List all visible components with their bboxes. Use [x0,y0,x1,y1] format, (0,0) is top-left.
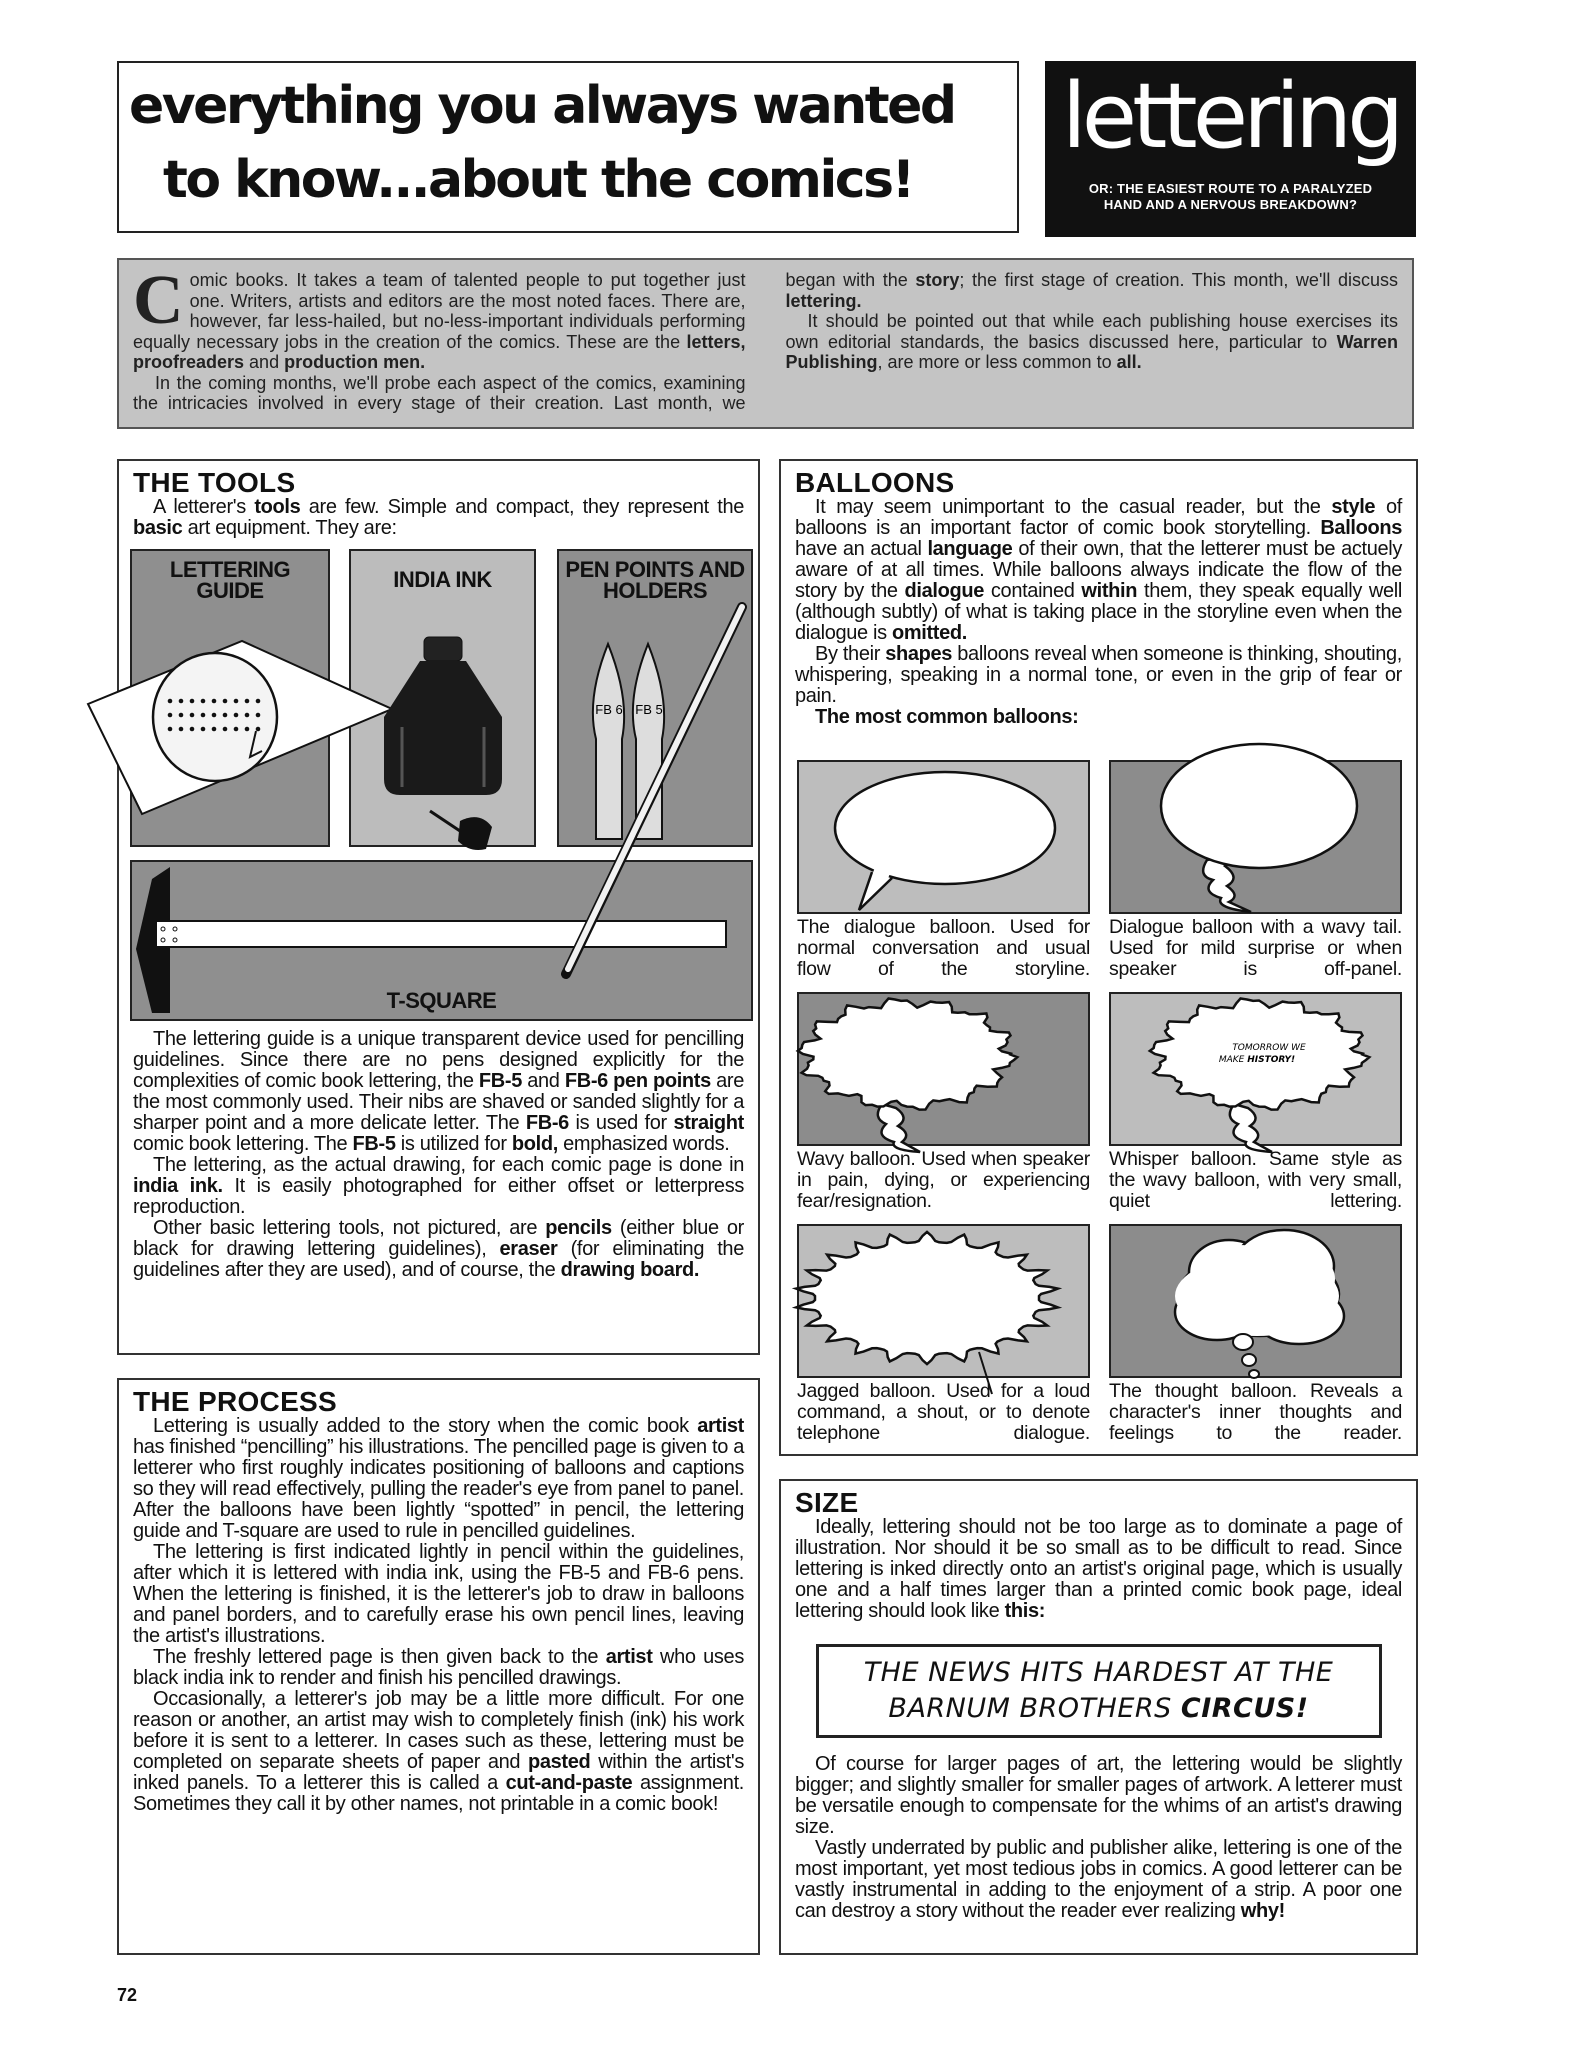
whisper-text-emphasis: HISTORY! [1247,1055,1296,1065]
text-run: basic [133,517,183,539]
balloon-caption: Whisper balloon. Same style as the wavy balloon, with very small, quiet lettering. [1109,1148,1402,1212]
text-run: straight [673,1112,744,1134]
lettering-guide-label: LETTERING GUIDE [169,557,291,603]
ink-bottle-icon [384,637,502,850]
text-run: is utilized for [395,1133,512,1155]
lettering-badge [1045,61,1416,237]
text-run: eraser [499,1238,558,1260]
text-run: and [521,1070,565,1092]
page-number: 72 [117,1985,138,2005]
text-run: balloons reveal when someone is thinking, shouting, whispering, speaking in a normal tone, or even in the grip of fear or pain. [795,643,1402,707]
badge-subtitle-line-2: HAND AND A NERVOUS BREAKDOWN? [1103,197,1358,212]
sample-line-2: BARNUM BROTHERS [888,1693,1172,1724]
text-run: drawing board. [560,1259,700,1281]
text-run: It is easily photographed for either offset or letterpress reproduction. [133,1175,745,1218]
tools-drawings [130,549,753,1021]
balloon-example-whisper [1109,992,1402,1212]
title-line-1: everything you always wanted [129,76,955,136]
text-run: have an actual [795,538,928,560]
text-run: comic book lettering. The [133,1133,353,1155]
text-run: letters, proofreaders [133,331,746,372]
paragraph [133,497,744,539]
paragraph [786,311,1399,373]
intro-box [117,258,1414,429]
text-run: india ink. [133,1175,223,1197]
balloon-example-thought [1109,1224,1402,1444]
tools-body [133,1029,744,1281]
text-run: of their own, that the letterer must be actuely aware of at all times. While balloons always indicate the flow of the story by the [795,538,1402,602]
text-run: Balloons [1320,517,1402,539]
text-run: emphasized words. [557,1133,730,1155]
balloon-example-wavy-tail [1109,760,1402,980]
balloon-panel [797,760,1090,914]
text-run: FB-5 [478,1070,522,1092]
t-square-icon [136,867,726,1013]
text-run: all. [1116,352,1142,372]
balloon-example-dialogue [797,760,1090,980]
text-run: , are more or less common to [877,352,1117,372]
text-run: within [1081,580,1138,602]
whisper-text-line-1: TOMORROW WE [1232,1043,1306,1053]
balloon-caption: Jagged balloon. Used for a loud command, a shout, or to denote telephone dialogue. [797,1380,1090,1444]
india-ink-label: INDIA INK [393,567,492,592]
drop-cap: C [133,262,184,339]
text-run: Warren Publishing [785,331,1398,372]
wavy-balloon-icon [797,992,1090,1146]
paragraph [133,1029,744,1155]
balloon-caption: The dialogue balloon. Used for normal conversation and usual flow of the storyline. [797,916,1090,980]
size-body-before [795,1517,1402,1622]
text-run: The lettering guide is a unique transparent device used for pencilling guidelines. Since there are no pens designed explicitly for the complexities of comic book lettering, the [133,1028,744,1092]
text-run: and [244,352,285,372]
text-run: FB-6 [525,1112,569,1134]
text-run: artist [605,1646,653,1668]
tools-illustration [130,549,753,1021]
tools-heading: THE TOOLS [133,467,296,498]
text-run: pasted [528,1751,591,1773]
balloons-heading: BALLOONS [795,467,955,498]
text-run: The freshly lettered page is then given back to the [153,1646,606,1668]
text-run: (for eliminating the guidelines after they are used), and of course, the [133,1238,744,1281]
whisper-text-line-2: MAKE [1218,1055,1245,1065]
paragraph [133,1416,744,1542]
text-run: (either blue or black for drawing lettering guidelines), [133,1217,744,1260]
text-run: A letterer's [153,496,255,518]
text-run: has finished “pencilling” his illustrations. The pencilled page is given to a letterer who first roughly indicates positioning of balloons and captions so they will read effectively, pulling the reader's eye from panel to panel. After the balloons have been lightly “spotted” in pencil, the lettering guide and T-square are used to rule in pencilled guidelines. [133,1436,744,1542]
balloons-body [795,497,1402,728]
text-run: It should be pointed out that while each publishing house exercises its own editorial standards, the basics discussed here, particular to [785,311,1398,352]
wavy-tail-balloon-icon [1109,760,1402,914]
text-run: Vastly underrated by public and publisher alike, lettering is one of the most important, yet most tedious jobs in comics. A good letterer can be vastly instrumental in adding to the enjoyment of a strip. A poor one can destroy a story without the reader ever realizing [795,1837,1402,1922]
text-run: The lettering, as the actual drawing, for each comic page is done in [153,1154,744,1176]
svg-text:MAKE HISTORY! [1219,1055,1295,1065]
paragraph [795,707,1402,728]
text-run: are few. Simple and compact, they represent the [300,496,744,518]
text-run: The most common balloons: [815,706,1079,728]
paragraph [133,1647,744,1689]
badge-subtitle-line-1: OR: THE EASIEST ROUTE TO A PARALYZED [1088,181,1373,196]
sample-line-1: THE NEWS HITS HARDEST AT THE [863,1657,1334,1688]
text-run: art equipment. They are: [182,517,397,539]
nib-label-fb6: FB 6 [595,702,623,717]
pen-nibs-icon [593,644,664,839]
text-run: Lettering is usually added to the story when the comic book [153,1415,698,1437]
text-run: of balloons is an important factor of comic book storytelling. [795,496,1402,539]
paragraph [133,1218,744,1281]
process-section [117,1378,760,1955]
lettering-guide-icon [88,641,392,814]
process-body [133,1416,744,1815]
badge-subtitle [1045,181,1416,213]
balloon-panel [797,1224,1090,1378]
text-run: language [927,538,1013,560]
t-square-label: T-SQUARE [386,988,497,1013]
text-run: within the artist's inked panels. To a letterer this is called a [133,1751,744,1794]
title-box [117,61,1019,233]
paragraph [795,497,1402,644]
text-run: tools [254,496,301,518]
process-heading: THE PROCESS [133,1386,338,1417]
balloon-panel [1109,760,1402,914]
text-run: is used for [568,1112,674,1134]
text-run: FB-6 pen points [564,1070,711,1092]
balloon-example-wavy [797,992,1090,1212]
paragraph [795,1754,1402,1838]
paragraph [795,1838,1402,1922]
text-run: story [915,270,960,290]
jagged-balloon-icon [797,1224,1090,1378]
balloon-caption: Wavy balloon. Used when speaker in pain, dying, or experiencing fear/resignation. [797,1148,1090,1212]
balloons-section [779,459,1418,1456]
lettering-sample [816,1644,1382,1738]
text-run: In the coming months, we'll probe each aspect of the comics, examining the intricacies involved in every stage of their creation. Last month, we began with the [133,270,916,413]
paragraph [795,1517,1402,1622]
text-run: bold, [511,1133,558,1155]
text-run: who uses black india ink to render and finish his pencilled drawings. [133,1646,744,1689]
text-run: omic books. It takes a team of talented people to put together just one. Writers, artists and editors are the most noted faces. There are, however, far less-hailed, but no-less-important individuals performing equally necessary jobs in the creation of the comics. These are the [133,270,746,352]
tools-section [117,459,760,1355]
balloon-example-jagged [797,1224,1090,1444]
thought-balloon-icon [1109,1224,1402,1378]
balloon-caption: Dialogue balloon with a wavy tail. Used for mild surprise or when speaker is off-panel. [1109,916,1402,980]
dialogue-balloon-icon [797,760,1090,914]
text-run: omitted. [891,622,967,644]
paragraph [133,1542,744,1647]
sample-emphasis: CIRCUS! [1180,1693,1309,1724]
paragraph [133,262,746,373]
text-run: are the most commonly used. Their nibs are shaved or sanded slightly for a sharper point and a more delicate letter. The [133,1070,745,1134]
text-run: Occasionally, a letterer's job may be a little more difficult. For one reason or another, an artist may wish to completely finish (ink) his work before it is sent to a letterer. In cases such as these, lettering must be completed on separate sheets of paper and [133,1688,744,1773]
text-run: assignment. Sometimes they call it by other names, not printable in a comic book! [133,1772,744,1815]
text-run: cut-and-paste [505,1772,633,1794]
text-run: artist [697,1415,744,1437]
text-run: Other basic lettering tools, not pictured, are [153,1217,546,1239]
paragraph [133,1155,744,1218]
title-line-2: to know...about the comics! [163,150,913,210]
text-run: production men. [284,352,426,372]
text-run: them, they speak equally well (although subtly) of what is taking place in the storyline even when the dialogue is [795,580,1402,644]
text-run: ; the first stage of creation. This month, we'll discuss [959,270,1398,290]
balloon-caption: The thought balloon. Reveals a character's inner thoughts and feelings to the reader. [1109,1380,1402,1444]
text-run: contained [983,580,1082,602]
size-section [779,1479,1418,1955]
text-run: why! [1240,1900,1285,1922]
text-run: style [1331,496,1376,518]
size-heading: SIZE [795,1487,859,1518]
text-run: shapes [885,643,953,665]
whisper-balloon-icon [1109,992,1402,1146]
text-run: this: [1004,1600,1046,1622]
text-run: FB-5 [352,1133,396,1155]
balloon-panel [797,992,1090,1146]
pen-points-label: PEN POINTS AND HOLDERS [565,557,745,603]
text-run: pencils [545,1217,612,1239]
text-run: dialogue [904,580,984,602]
text-run: Ideally, lettering should not be too large as to dominate a page of illustration. Nor should it be so small as to be difficult to read. Since lettering is inked directly onto an artist's original page, which is usually one and a half times larger than a printed comic book page, ideal lettering should look like [795,1516,1402,1622]
paragraph [133,1689,744,1815]
tools-intro [133,497,744,539]
text-run: It may seem unimportant to the casual reader, but the [815,496,1332,518]
nib-label-fb5: FB 5 [635,702,663,717]
balloon-panel [1109,992,1402,1146]
badge-word: lettering [1061,64,1400,169]
balloon-panel [1109,1224,1402,1378]
text-run: By their [815,643,886,665]
paragraph [795,644,1402,707]
size-body-after [795,1754,1402,1922]
text-run: The lettering is first indicated lightly in pencil within the guidelines, after which it is lettered with india ink, using the FB-5 and FB-6 pens. When the lettering is finished, it is the letterer's job to draw in balloons and panel borders, and to carefully erase his own pencil lines, leaving the artist's illustrations. [133,1541,744,1647]
text-run: Of course for larger pages of art, the lettering would be slightly bigger; and slightly smaller for smaller pages of artwork. A letterer must be versatile enough to compensate for the whims of an artist's drawing size. [795,1753,1402,1838]
text-run: lettering. [785,290,862,311]
